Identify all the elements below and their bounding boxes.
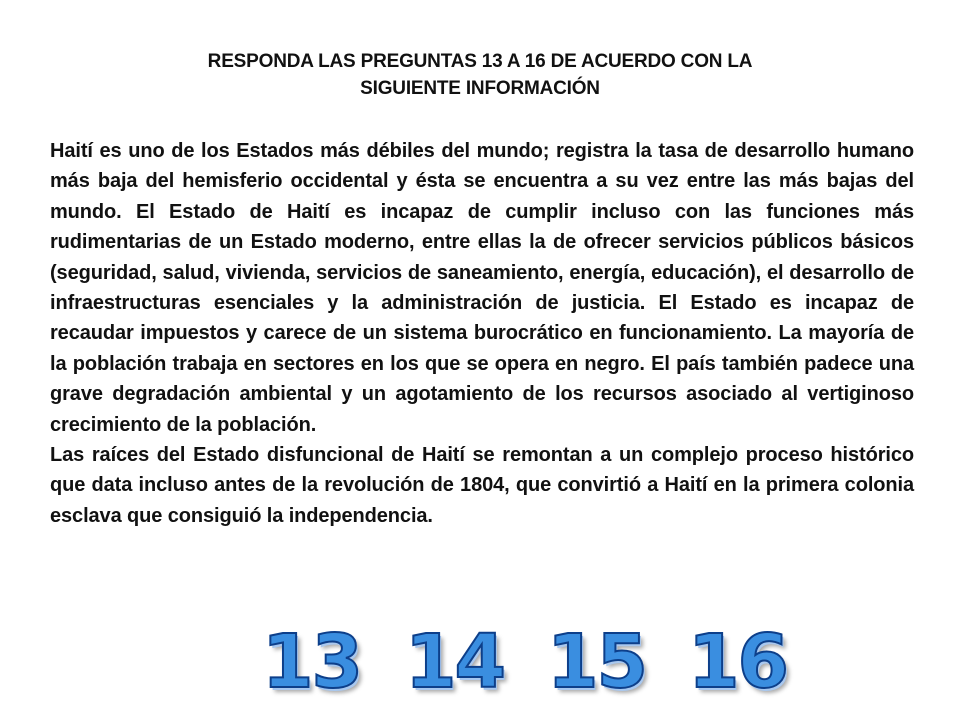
title-line-2: SIGUIENTE INFORMACIÓN — [360, 78, 600, 99]
question-13-link[interactable]: 13 — [262, 619, 361, 705]
page-title — [60, 48, 900, 102]
paragraph-1: Haití es uno de los Estados más débiles del mundo; registra la tasa de desarrollo humano más baja del hemisferio occidental y ésta se encuentra a su vez entre las más bajas del mundo. El Estado de Haití es incapaz de cumplir incluso con las funciones más rudimentarias de un Estado moderno, entre ellas la de ofrecer servicios públicos básicos (seguridad, salud, vivienda, servicios de saneamiento, energía, educación), el desarrollo de infraestructuras esenciales y la administración de justicia. El Estado es incapaz de recaudar impuestos y carece de un sistema burocrático en funcionamiento. La mayoría de la población trabaja en sectores en los que se opera en negro. El país también padece una grave degradación ambiental y un agotamiento de los recursos asociado al vertiginoso crecimiento de la población. — [50, 140, 914, 436]
title-line-1: RESPONDA LAS PREGUNTAS 13 A 16 DE ACUERDO CON LA — [207, 51, 753, 72]
reading-passage — [50, 136, 914, 531]
question-16-link[interactable]: 16 — [688, 619, 787, 705]
question-navigation — [0, 620, 960, 720]
question-15-link[interactable]: 15 — [547, 619, 646, 705]
paragraph-2: Las raíces del Estado disfuncional de Haití se remontan a un complejo proceso histórico que data incluso antes de la revolución de 1804, que convirtió a Haití en la primera colonia esclava que consiguió la independencia. — [50, 444, 914, 527]
question-14-link[interactable]: 14 — [405, 619, 504, 705]
